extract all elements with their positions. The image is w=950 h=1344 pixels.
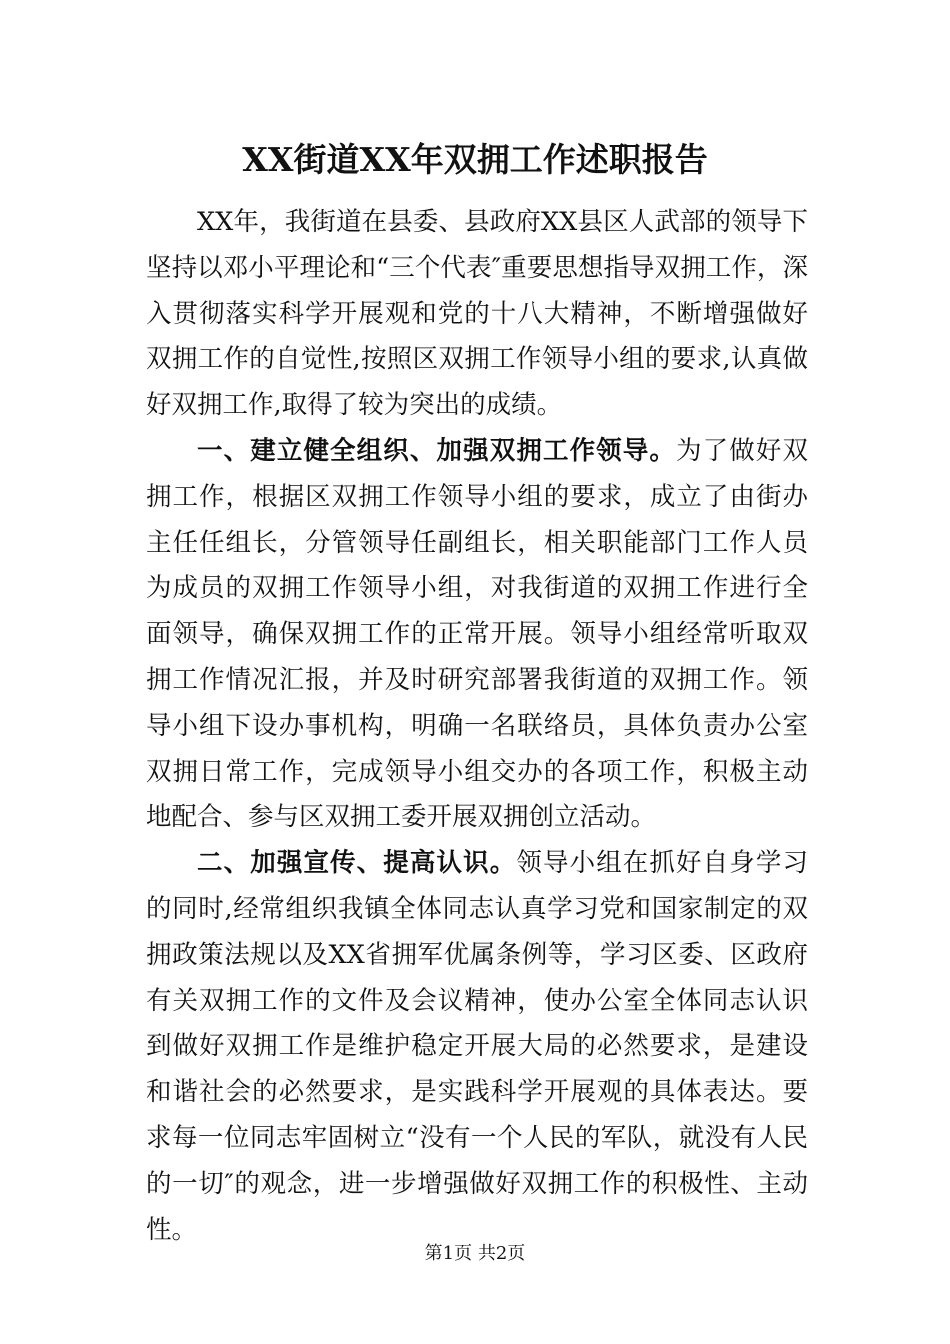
paragraph-section-1 bbox=[146, 429, 808, 841]
paragraph-section-2 bbox=[146, 841, 808, 1253]
paragraph-intro bbox=[146, 200, 808, 429]
section-1-text: 为了做好双拥工作，根据区双拥工作领导小组的要求，成立了由街办主任任组长，分管领导任副组长，相关职能部门工作人员为成员的双拥工作领导小组，对我街道的双拥工作进行全面领导，确保双拥工作的正常开展。领导小组经常听取双拥工作情况汇报，并及时研究部署我街道的双拥工作。领导小组下设办事机构，明确一名联络员，具体负责办公室双拥日常工作，完成领导小组交办的各项工作，积极主动地配合、参与区双拥工委开展双拥创立活动。 bbox=[146, 435, 808, 833]
document-title: XX街道XX年双拥工作述职报告 bbox=[242, 140, 708, 179]
section-2-heading: 二、加强宣传、提高认识。 bbox=[197, 848, 517, 879]
page-number-footer: 第1页 共2页 bbox=[424, 1243, 526, 1264]
paragraph-text: XX年，我街道在县委、县政府XX县区人武部的领导下坚持以邓小平理论和“三个代表″重要思想指导双拥工作，深入贯彻落实科学开展观和党的十八大精神，不断增强做好双拥工作的自觉性,按照区双拥工作领导小组的要求,认真做好双拥工作,取得了较为突出的成绩。 bbox=[146, 207, 808, 421]
section-1-heading: 一、建立健全组织、加强双拥工作领导。 bbox=[197, 435, 677, 466]
document-body bbox=[146, 200, 808, 1253]
section-2-text: 领导小组在抓好自身学习的同时,经常组织我镇全体同志认真学习党和国家制定的双拥政策法规以及XX省拥军优属条例等，学习区委、区政府有关双拥工作的文件及会议精神，使办公室全体同志认识到做好双拥工作是维护稳定开展大局的必然要求，是建设和谐社会的必然要求，是实践科学开展观的具体表达。要求每一位同志牢固树立“没有一个人民的军队，就没有人民的一切″的观念，进一步增强做好双拥工作的积极性、主动性。 bbox=[146, 848, 808, 1245]
